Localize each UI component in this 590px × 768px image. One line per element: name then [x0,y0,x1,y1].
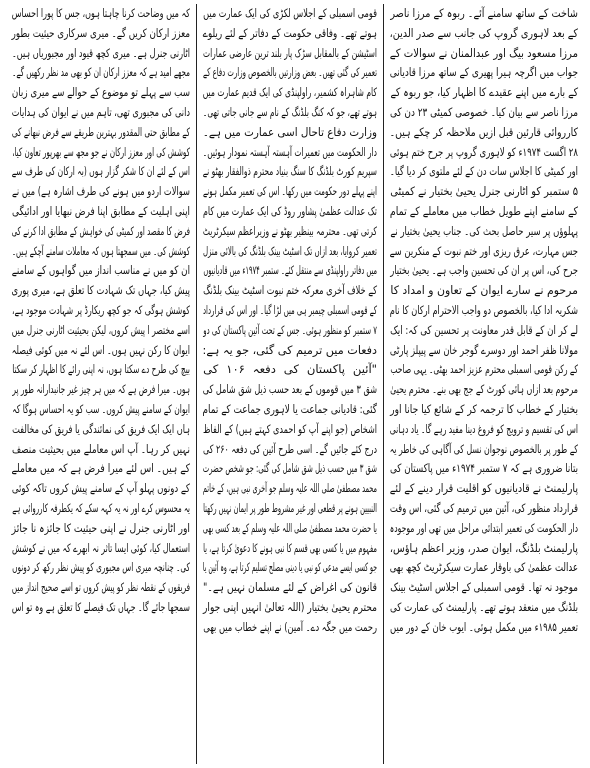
text-line: جواب میں اگرچہ ہیرا پھیری کے ساتھ مرزا قادیانی [389,65,578,80]
text-line: موجود نہ تھا۔ قومی اسمبلی کے اجلاس اسٹیٹ بینک [390,580,578,595]
text-line: ایوان کے سامنے پیش کروں۔ سب کو یہ احساس ہوگا کہ [12,401,191,416]
text-line: ہوتے تھے۔ وفاقی حکومت کے دفاتر کے لئے ریلوے [202,25,377,40]
article-column-left [6,4,196,764]
text-line: بیچ کی طرح دے سکتا ہوں، نہ اپنی رائے کا اظہار کر سکتا [12,362,190,377]
text-line: جو کسی ایسے مدعی کو نبی یا دینی مصلح تسلیم کرتا ہے، وہ آئین یا [202,560,377,575]
text-line: ہوں۔ میرا فرض ہے کہ میں ہر چیز غیر جانبدارانہ طور پر [12,382,191,397]
text-line: اس کی تقسیم و ترویج کو فروغ دینا مفید رہے گا۔ یاد دہانی [389,421,578,436]
text-line: ایوان کا رکن نہیں ہوں۔ اس لئے نہ میں کوئی فیصلہ [11,342,190,357]
text-line: کے بارے میں اپنے عقیدے کا اظہار کیا، جو ربوہ کے [390,85,578,100]
text-line: کے قومی اسمبلی چیمبر ہی میں لڑا گیا۔ اور اس کی قرارداد [202,302,377,317]
text-line: شق ۳ میں حسب ذیل شق شامل کی گئی: جو شخص حضرت [202,461,377,476]
article-column-right [384,4,584,764]
text-line: اٹارنی جنرل ہے۔ میری کچھ قیود اور مجبوریاں ہیں۔ [12,45,190,60]
text-line: کرتی تھی۔ محترمہ بینظیر بھٹو نے وزیراعظم سیکرٹریٹ [202,223,377,238]
text-line: معزز ارکان کریں گے۔ میری سرکاری حیثیت بطور [11,25,191,40]
text-line: اسٹیشن کے بالمقابل سڑک پار بلند ترین عارضی عمارات [203,45,377,60]
text-line: اسے مختصر ا پیش کروں، لیکن بحیثیت اٹارنی جنرل میں [11,322,190,337]
article-column-middle [196,4,384,764]
text-line: "آئین پاکستان کی دفعہ ۱۰۶ کی [203,362,377,377]
text-line: تعمیر کروایا، بعد ازاں تک اسٹیٹ بینک بلڈنگ کی بالائی منزل [202,243,377,258]
text-line: یا حضرت محمد مصطفیٰ صلی اللہ علیہ وسلم کے بعد کسی بھی [202,520,377,535]
text-line: النبیین ہونے پر قطعی اور غیر مشروط طور پر ایمان نہیں رکھتا [203,500,377,515]
text-line: کی۔ چنانچہ میری اس مجبوری کو پیش نظر رکھ کر دونوں [12,560,191,575]
text-line: دفعات میں ترمیم کی گئی، جو یہ ہے: [202,342,377,357]
text-line: کوشش ہوگی کہ جو کچھ ریکارڈ پر شہادت موجود ہے، [12,302,190,317]
text-line: تعمیر ۱۹۸۵ء میں مکمل ہوئی۔ ایوب خان کے دور میں [390,619,578,634]
text-line: اشخاص (جو اپنے آپ کو احمدی کہتے ہیں) کے الفاظ [203,421,377,436]
text-line: قانون کی اغراض کے لئے مسلمان نہیں ہے۔" [202,580,377,595]
text-line: کام شاہراہ کشمیر، راولپنڈی کی ایک قدیم عمارت میں [202,85,377,100]
text-line: مرحوم بعد ازاں ہائی کورٹ کے جج بھی بنے۔ محترم یحییٰ [390,382,578,397]
text-line: پارلیمنٹ بلڈنگ، ایوان صدر، وزیر اعظم ہاؤس، [389,540,578,555]
text-line: اور کمیٹی کا اجلاس سات دن کے لئے ملتوی کر دیا گیا۔ [389,164,578,179]
text-line: کے رکن قومی اسمبلی محترم عزیز احمد بھٹی۔ یہی صاحب [390,362,578,377]
text-line: سب سے پہلے تو موضوع کے حوالے سے میری زبان [11,85,190,100]
text-line: بلڈنگ میں منعقد ہوتے تھے۔ پارلیمنٹ کی عمارت کی [390,599,578,614]
text-line: ہاں ایک ایک فریق کی نمائندگی یا فریق کی مخالفت [12,421,190,436]
text-line: استعمال کیا، کوئی ایسا تاثر نہ ابھرے کہ میں نے کوشش [12,540,191,555]
text-line: شاخت کے ساتھ سامنے آئے۔ ربوہ کے مرزا ناصر [390,6,578,20]
article-columns [6,4,584,764]
text-line: کارروائی قارئین قبل ازیں ملاحظہ کر چکے ہیں۔ [389,124,578,139]
text-line: بتانا ضروری ہے کہ ۷ ستمبر ۱۹۷۴ء میں پاکستان کی [390,461,578,476]
text-line: ان کو میں نے مناسب انداز میں گواہوں کے سامنے [11,263,191,278]
text-line: کے دونوں پہلو آپ کے سامنے پیش کروں تاکہ کوئی [11,481,191,496]
text-line: ۵ ستمبر کو اٹارنی جنرل یحییٰ بختیار نے کمیٹی [390,184,578,199]
text-line: مولانا ظفر احمد اور دوسرے گوجر خان سے پیپلز پارٹی [389,342,578,357]
text-line: کے بعد لاہوری گروپ کی جانب سے صدر الدین، [389,25,578,40]
text-line: درج کئے جائیں گے۔ اسی طرح آئین کی دفعہ ۲۶۰ کی [203,441,377,456]
text-line: بختیار کے خطاب کا ترجمہ کر کے شائع کیا جانا اور [390,401,578,416]
text-line: کوشش کی۔ میں سمجھتا ہوں کہ معاملات سامنے آچکے ہیں۔ [11,243,190,258]
text-line: پہلوؤں پر سیر حاصل بحث کی۔ جناب یحییٰ بختیار نے [390,223,578,238]
text-line: جس مہارت، عرق ریزی اور ختم نبوت کے منکرین سے [389,243,578,258]
text-line: یہ محسوس کرے اور نہ یہ کہہ سکے کہ یکطرفہ کارروائی ہے [12,500,191,515]
text-line: وزارت دفاع تاحال اسی عمارت میں ہے۔ [202,124,377,139]
text-line: فرض کا مقصد اور کمیٹی کی خواہش کے مطابق ادا کرنے کی [11,223,191,238]
text-line: لے کر ان کے قابل قدر معاونت پر تحسین کی کہ: ایک [390,322,578,337]
text-line: کے خلاف آخری معرکہ ختم نبوت اسٹیٹ بینک بلڈنگ [203,283,377,298]
text-line: مرزا مسعود بیگ اور عبدالمنان نے سوالات کے [389,45,578,60]
text-line: دار الحکومت میں تعمیرات آہستہ آہستہ نمودار ہوئیں۔ [202,144,377,159]
text-line: پیش کیا، جہاں تک شہادت کا تعلق ہے، میری پوری [11,283,190,298]
text-line: ۷ ستمبر کو منظور ہوئی۔ جس کے تحت آئین پاکستان کی دو [203,322,377,337]
text-line: قرارداد منظور کی، آئین میں ترمیم کی گئی، اس وقت [389,500,578,515]
text-line: گئی: قادیانی جماعت یا لاہوری جماعت کے تمام [202,401,377,416]
text-line: محترم یحییٰ بختیار (اللہ تعالیٰ انہیں اپنی جوار [203,599,377,614]
text-line: دانی کی مجبوری تھی، تاہم میں نے ایوان کی ہدایات [11,104,191,119]
text-line: مرزا ناصر سے بیان کیا۔ خصوصی کمیٹی ۲۳ دن کی [389,104,578,119]
text-line: سپریم کورٹ بلڈنگ کا سنگ بنیاد محترم ذوالفقار بھٹو نے [202,164,377,179]
text-line: محمد مصطفیٰ صلی اللہ علیہ وسلم جو آخری نبی ہیں، کے خاتم [202,481,377,496]
text-line: دار الحکومت کی تعمیر ابتدائی مراحل میں تھی اور موجودہ [389,520,578,535]
text-line: کے طور پر بالخصوص نوجوان نسل کی آگاہی کی خاطر یہ [389,441,578,456]
text-line: کے ہیں۔ اس لئے میرا فرض ہے کہ میں معاملے [11,461,191,476]
text-line: قومی اسمبلی کے اجلاس لکڑی کی ایک عمارت میں [203,6,377,20]
text-line: شق ۳ میں قوموں کے بعد حسب ذیل شق شامل کی [202,382,377,397]
text-line: تعمیر کی گئی تھیں۔ بعض وزارتیں بالخصوص وزارت دفاع کے [203,65,377,80]
text-line: رحمت میں جگہ دے۔ آمین) نے اپنے خطاب میں بھی [203,619,377,634]
text-line: کوشش کی اور معزز ارکان نے جو مجھ سے بھرپور تعاون کیا، [12,144,190,159]
text-line: پارلیمنٹ نے قادیانیوں کو اقلیت قرار دینے کے لئے [389,481,578,496]
text-line: کے مطابق حتی المقدور بہترین طریقے سے فرض نبھانے کی [11,124,191,139]
text-line: مجھے امید ہے کہ معزز ارکان ان کو بھی مد نظر رکھیں گے۔ [12,65,190,80]
text-line: کہ میں وضاحت کرنا چاہتا ہوں، جس کا پورا احساس [11,6,191,20]
text-line: اپنے پہلے دور حکومت میں رکھا۔ اس کی تعمیر مکمل ہونے [203,184,377,199]
text-line: تک عدالت عظمیٰ پشاور روڈ کی ایک عمارت میں کام [203,203,377,218]
text-line: شکریہ ادا کیا، بالخصوص دو واجب الاحترام ارکان کا نام [389,302,578,317]
text-line: کے سامنے اپنے طویل خطاب میں معاملے کے تمام [389,203,578,218]
text-line: اپنی اہلیت کے مطابق اپنا فرض نبھایا اور ادائیگی [12,203,190,218]
text-line: اور اٹارنی جنرل نے اپنی حیثیت کا جائزہ نا جائز [11,520,191,535]
text-line: فریقوں کے نقطہ نظر کو پیش کروں تو اسے صحیح انداز میں [11,580,190,595]
text-line: عدالت عظمیٰ کی باوقار عمارت سیکرٹریٹ کچھ بھی [389,560,578,575]
text-line: نہیں کر رہا۔ آپ اس معاملے میں بحیثیت منصف [11,441,190,456]
text-line: سمجھا جائے گا۔ جہاں تک فیصلے کا تعلق ہے وہ تو اس [11,599,191,614]
text-line: جرح کی، اس پر ان کی تحسین واجب ہے۔ یحییٰ بختیار [390,263,578,278]
text-line: سوالات اردو میں ہونے کی طرف اشارہ ہے) میں نے [12,184,191,199]
text-line: مرحوم نے سارے ایوان کے تعاون و امداد کا [390,283,578,298]
text-line: مفہوم میں یا کسی بھی قسم کا نبی ہونے کا دعویٰ کرتا ہے، یا [203,540,377,555]
text-line: ۲۸ اگست ۱۹۷۴ء کو لاہوری گروپ پر جرح ختم ہوئی [389,144,578,159]
text-line: اس کے لئے ان کا شکر گزار ہوں (بہ ارکان کی طرف سے [11,164,190,179]
text-line: ہوتے تھے، جو کہ کنگ بلڈنگ کے نام سے جانی جاتی تھی۔ [202,104,377,119]
text-line: میں دفاتر راولپنڈی سے منتقل کئے۔ ستمبر ۱۹۷۴ء میں قادیانیوں [203,263,377,278]
